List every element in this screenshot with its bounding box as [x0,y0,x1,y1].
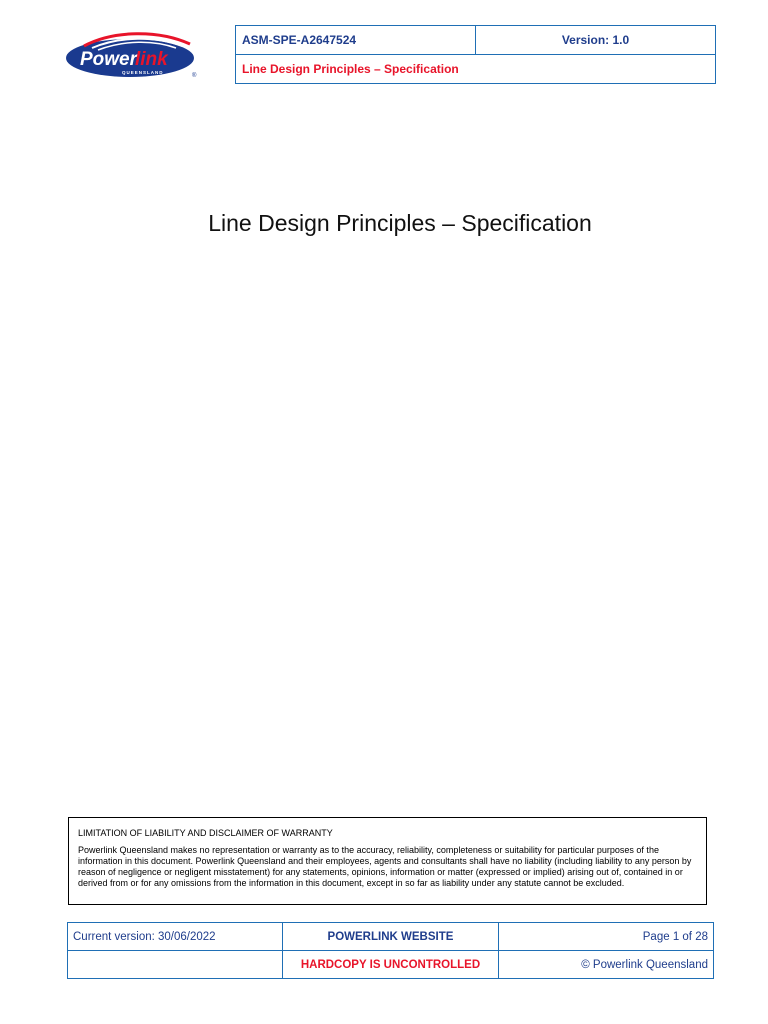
disclaimer-box [68,817,707,905]
disclaimer-body: Powerlink Queensland makes no representation or warranty as to the accuracy, reliability, completeness or suitability for particular purposes of the information in this document. Powerlink Queensland and their employees, agents and consultants shall have no liability (including liability to any person by reason of negligence or negligent misstatement) for any statements, opinions, information or matter (expressed or implied) arising out of, contained in or derived from or for any omissions from the information in this document, except in so far as liability under any statute cannot be excluded. [78,845,692,888]
svg-text:QUEENSLAND: QUEENSLAND [122,70,164,75]
document-header-table [235,25,716,84]
powerlink-website: POWERLINK WEBSITE [283,923,498,951]
footer-empty-cell [68,951,283,979]
svg-text:link: link [135,49,168,70]
doc-version: Version: 1.0 [476,26,716,55]
copyright: © Powerlink Queensland [498,951,713,979]
doc-header-title: Line Design Principles – Specification [236,55,716,84]
powerlink-logo-icon [64,28,200,80]
svg-text:®: ® [192,73,197,79]
powerlink-logo [64,28,200,80]
doc-number: ASM-SPE-A2647524 [236,26,476,55]
svg-text:Power: Power [80,49,138,70]
current-version: Current version: 30/06/2022 [68,923,283,951]
hardcopy-notice: HARDCOPY IS UNCONTROLLED [283,951,498,979]
document-footer-table [67,922,714,979]
disclaimer-heading: LIMITATION OF LIABILITY AND DISCLAIMER OF WARRANTY [78,828,333,838]
page-title: Line Design Principles – Specification [208,210,592,236]
page-number: Page 1 of 28 [498,923,713,951]
